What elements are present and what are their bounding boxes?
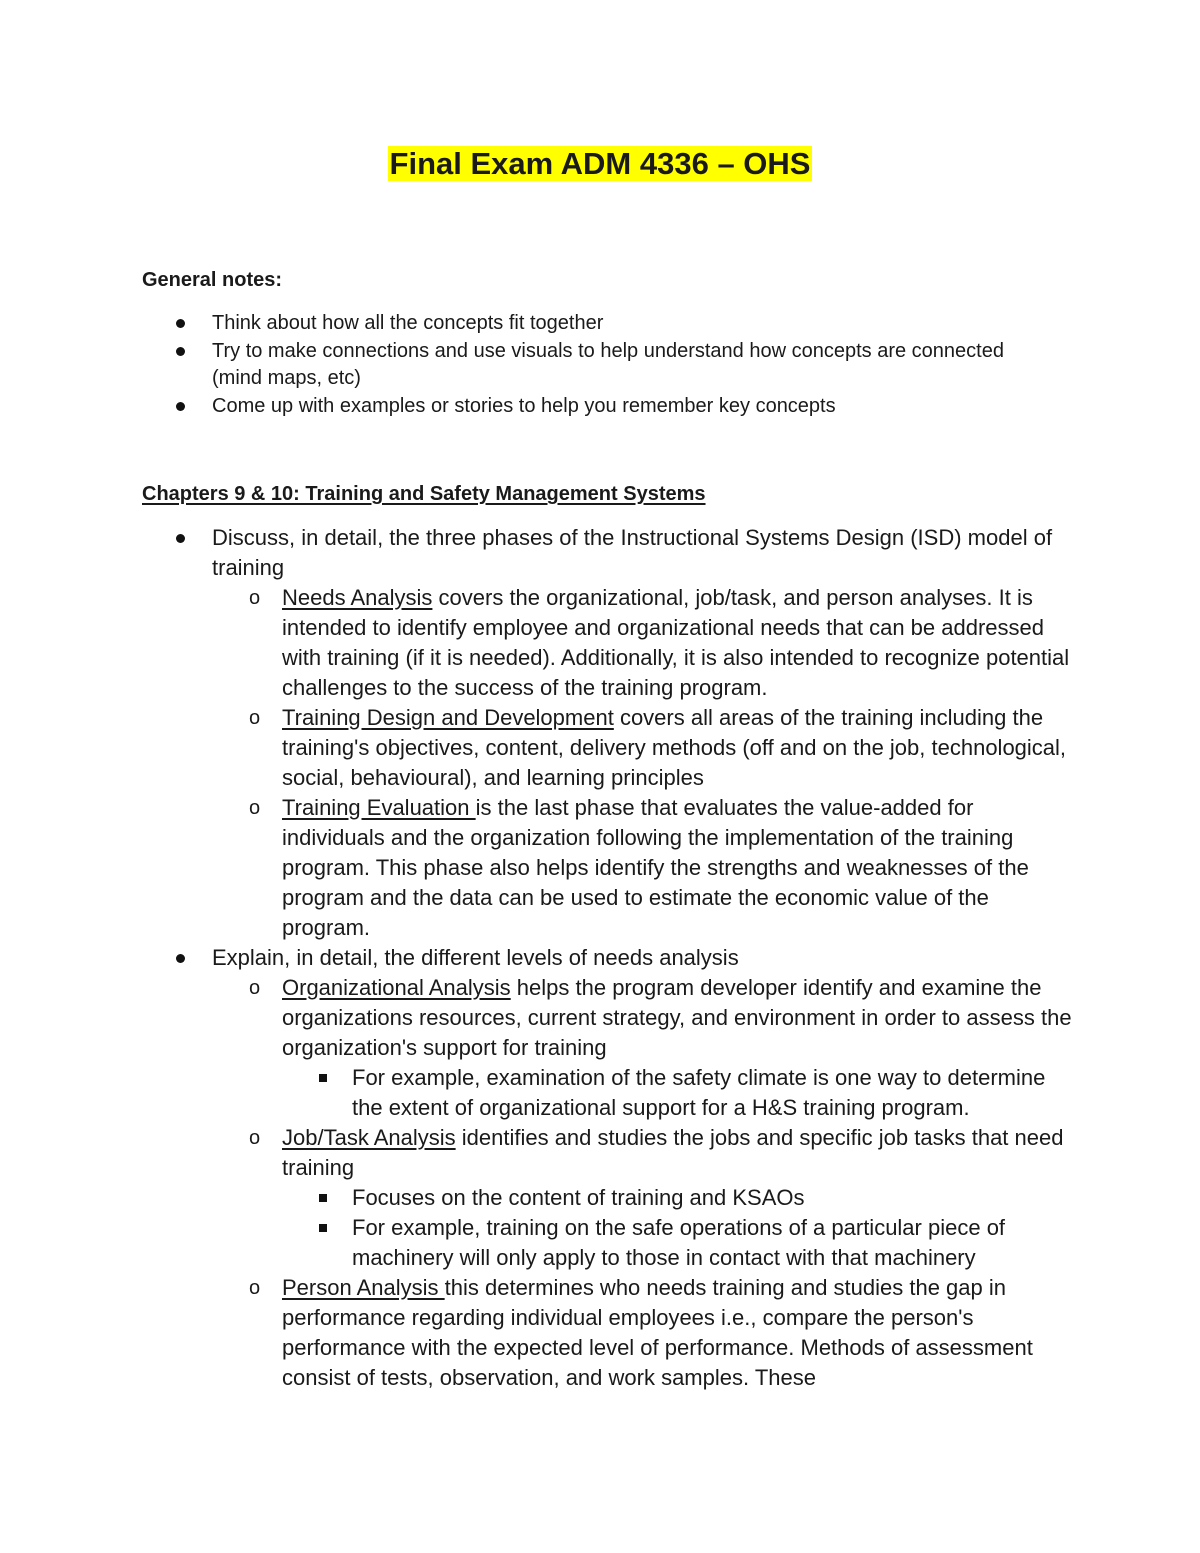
circle-bullet-icon: o: [249, 707, 261, 729]
example-item: For example, training on the safe operations of a particular piece of machinery will only apply to those in contact with that machinery: [142, 1213, 1082, 1273]
question-item: Explain, in detail, the different levels of needs analysis o Organizational Analysis helps the program developer identify and examine the organizations resources, current strategy, and environment in order to assess the organization's support for training For example, examination of the safety climate is one way to determine the extent of organizational support for a H&S training program. o Job/Task Analysis identifies and studies the jobs and specific job tasks that need training Focuses on the content of training and KSAOs For example, training on the safe operations of a particular piece of machinery will only apply to those in contact with that machinery o Person Analysis this determines who needs training and studies the gap in performance regarding individual employees i.e., compare the person's performance with the expected level of performance. Methods of assessment consist of tests, observation, and work samples. These: [142, 943, 1082, 1393]
chapters-list: [142, 523, 1082, 1393]
bullet-icon: [176, 319, 185, 328]
circle-bullet-icon: o: [249, 1127, 261, 1149]
term: Training Evaluation: [282, 795, 476, 820]
bullet-icon: [176, 534, 185, 543]
term: Organizational Analysis: [282, 975, 511, 1000]
phase-item: o Training Design and Development covers all areas of the training including the training's objectives, content, delivery methods (off and on the job, technological, social, behavioural), and learning principles: [249, 705, 1067, 790]
square-bullet-icon: [319, 1074, 327, 1082]
example-list: [282, 1183, 1082, 1273]
phase-list: [212, 583, 1082, 943]
analysis-level-list: [212, 973, 1082, 1393]
document-title: [0, 142, 1200, 186]
circle-bullet-icon: o: [249, 977, 261, 999]
circle-bullet-icon: o: [249, 797, 261, 819]
circle-bullet-icon: o: [249, 1277, 261, 1299]
example-list: [282, 1063, 1082, 1123]
term: Training Design and Development: [282, 705, 614, 730]
list-item: Try to make connections and use visuals to help understand how concepts are connected (mind maps, etc): [142, 338, 1042, 393]
bullet-icon: [176, 954, 185, 963]
bullet-icon: [176, 347, 185, 356]
general-notes-heading: General notes:: [142, 269, 283, 291]
term: Job/Task Analysis: [282, 1125, 456, 1150]
analysis-item: o Organizational Analysis helps the program developer identify and examine the organizations resources, current strategy, and environment in order to assess the organization's support for training For example, examination of the safety climate is one way to determine the extent of organizational support for a H&S training program.: [142, 973, 1082, 1123]
circle-bullet-icon: o: [249, 587, 261, 609]
chapters-heading: Chapters 9 & 10: Training and Safety Management Systems: [142, 483, 706, 505]
square-bullet-icon: [319, 1194, 327, 1202]
square-bullet-icon: [319, 1224, 327, 1232]
list-item: Think about how all the concepts fit together: [142, 310, 1042, 338]
phase-item: o Needs Analysis covers the organizational, job/task, and person analyses. It is intended to identify employee and organizational needs that can be addressed with training (if it is needed). Additionally, it is also intended to recognize potential challenges to the success of the training program.: [249, 585, 1070, 700]
question-item: Discuss, in detail, the three phases of the Instructional Systems Design (ISD) model of training o Needs Analysis covers the organizational, job/task, and person analyses. It is intended to identify employee and organizational needs that can be addressed with training (if it is needed). Additionally, it is also intended to recognize potential challenges to the success of the training program. o Training Design and Development covers all areas of the training including the training's objectives, content, delivery methods (off and on the job, technological, social, behavioural), and learning principles o Training Evaluation is the last phase that evaluates the value-added for individuals and the organization following the implementation of the training program. This phase also helps identify the strengths and weaknesses of the program and the data can be used to estimate the economic value of the program.: [142, 523, 1082, 943]
analysis-item: o Job/Task Analysis identifies and studies the jobs and specific job tasks that need training Focuses on the content of training and KSAOs For example, training on the safe operations of a particular piece of machinery will only apply to those in contact with that machinery: [142, 1123, 1082, 1273]
term: Needs Analysis: [282, 585, 433, 610]
example-item: Focuses on the content of training and KSAOs: [142, 1183, 1082, 1213]
analysis-item: o Person Analysis this determines who needs training and studies the gap in performance regarding individual employees i.e., compare the person's performance with the expected level of performance. Methods of assessment consist of tests, observation, and work samples. These: [249, 1275, 1033, 1390]
list-item: Come up with examples or stories to help you remember key concepts: [142, 393, 1042, 421]
example-item: For example, examination of the safety climate is one way to determine the extent of organizational support for a H&S training program.: [142, 1063, 1082, 1123]
phase-item: o Training Evaluation is the last phase that evaluates the value-added for individuals and the organization following the implementation of the training program. This phase also helps identify the strengths and weaknesses of the program and the data can be used to estimate the economic value of the program.: [249, 795, 1029, 940]
bullet-icon: [176, 402, 185, 411]
general-notes-list: [142, 310, 1042, 420]
document-title-text: Final Exam ADM 4336 – OHS: [389, 146, 811, 181]
term: Person Analysis: [282, 1275, 445, 1300]
